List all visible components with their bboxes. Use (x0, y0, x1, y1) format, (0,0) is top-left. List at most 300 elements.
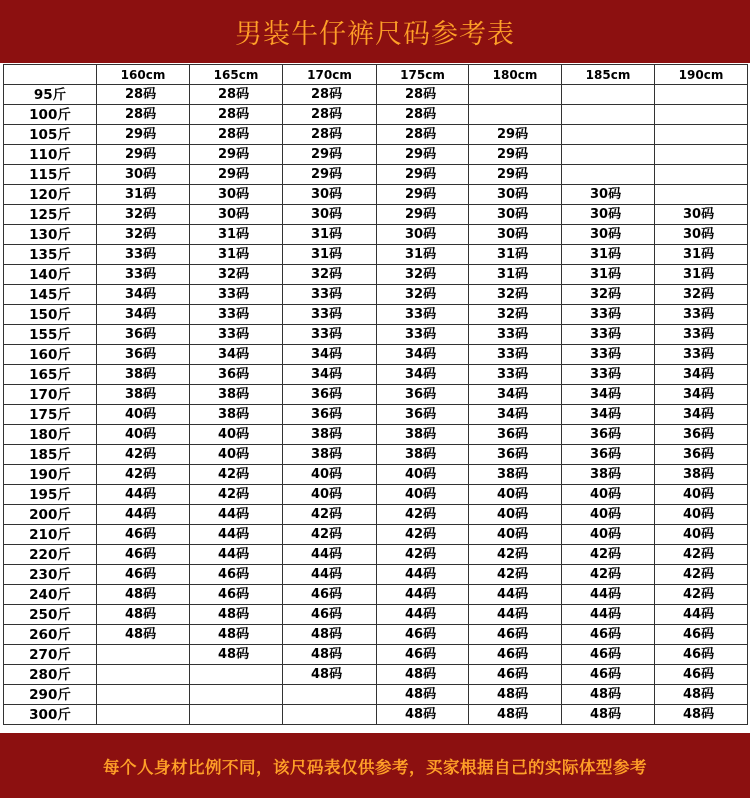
size-cell: 34码 (283, 365, 377, 385)
size-cell: 34码 (190, 345, 283, 365)
weight-cell: 150斤 (4, 305, 97, 325)
size-cell: 32码 (469, 305, 562, 325)
size-cell: 46码 (469, 625, 562, 645)
size-cell: 29码 (469, 125, 562, 145)
size-cell: 48码 (562, 705, 655, 725)
weight-cell: 190斤 (4, 465, 97, 485)
table-row (4, 585, 748, 605)
table-row (4, 665, 748, 685)
size-cell: 38码 (562, 465, 655, 485)
size-cell: 29码 (283, 145, 377, 165)
size-cell: 38码 (655, 465, 748, 485)
size-cell: 31码 (655, 245, 748, 265)
size-cell: 46码 (283, 605, 377, 625)
table-row (4, 405, 748, 425)
table-row (4, 605, 748, 625)
table-row (4, 205, 748, 225)
size-cell: 40码 (562, 485, 655, 505)
table-row (4, 545, 748, 565)
table-row (4, 85, 748, 105)
table-row (4, 485, 748, 505)
height-header: 185cm (562, 65, 655, 85)
weight-cell: 125斤 (4, 205, 97, 225)
size-cell (283, 685, 377, 705)
size-cell: 32码 (190, 265, 283, 285)
weight-cell: 120斤 (4, 185, 97, 205)
size-cell: 34码 (377, 345, 469, 365)
size-cell: 32码 (97, 205, 190, 225)
size-cell: 42码 (655, 545, 748, 565)
size-cell: 42码 (377, 525, 469, 545)
size-cell: 28码 (283, 85, 377, 105)
table-row (4, 685, 748, 705)
weight-cell: 140斤 (4, 265, 97, 285)
size-cell: 33码 (190, 325, 283, 345)
table-row (4, 145, 748, 165)
size-cell: 28码 (190, 85, 283, 105)
title-banner (0, 0, 750, 63)
table-row (4, 425, 748, 445)
size-cell: 33码 (377, 305, 469, 325)
weight-cell: 220斤 (4, 545, 97, 565)
size-cell: 34码 (97, 285, 190, 305)
size-cell: 32码 (283, 265, 377, 285)
height-header: 160cm (97, 65, 190, 85)
size-cell: 42码 (97, 445, 190, 465)
size-cell: 44码 (377, 585, 469, 605)
size-cell: 40码 (97, 425, 190, 445)
size-cell: 38码 (190, 405, 283, 425)
size-cell: 31码 (190, 245, 283, 265)
corner-cell (4, 65, 97, 85)
size-cell: 46码 (377, 645, 469, 665)
size-cell: 48码 (190, 605, 283, 625)
weight-cell: 250斤 (4, 605, 97, 625)
size-cell: 31码 (562, 245, 655, 265)
size-cell: 38码 (377, 445, 469, 465)
size-cell (562, 125, 655, 145)
size-cell: 48码 (283, 665, 377, 685)
size-cell: 46码 (655, 625, 748, 645)
size-cell: 48码 (97, 605, 190, 625)
size-cell: 33码 (562, 345, 655, 365)
size-cell: 44码 (283, 545, 377, 565)
size-cell: 36码 (562, 445, 655, 465)
size-cell (190, 665, 283, 685)
size-cell: 34码 (469, 385, 562, 405)
size-cell: 29码 (97, 145, 190, 165)
size-cell (562, 105, 655, 125)
size-cell: 31码 (97, 185, 190, 205)
size-cell: 46码 (562, 665, 655, 685)
size-cell: 48码 (377, 665, 469, 685)
table-row (4, 645, 748, 665)
size-cell: 36码 (283, 405, 377, 425)
size-cell: 30码 (562, 225, 655, 245)
size-cell: 33码 (469, 325, 562, 345)
size-cell: 42码 (97, 465, 190, 485)
size-cell: 33码 (190, 285, 283, 305)
size-cell (283, 705, 377, 725)
size-cell: 33码 (283, 305, 377, 325)
size-cell: 48码 (377, 705, 469, 725)
weight-cell: 270斤 (4, 645, 97, 665)
table-row (4, 265, 748, 285)
weight-cell: 160斤 (4, 345, 97, 365)
size-cell: 38码 (469, 465, 562, 485)
size-cell: 42码 (283, 505, 377, 525)
table-row (4, 185, 748, 205)
size-cell (97, 645, 190, 665)
size-cell: 46码 (190, 565, 283, 585)
size-cell: 48码 (562, 685, 655, 705)
size-cell: 48码 (190, 625, 283, 645)
size-cell (469, 105, 562, 125)
weight-cell: 185斤 (4, 445, 97, 465)
size-cell: 33码 (655, 325, 748, 345)
table-row (4, 445, 748, 465)
size-cell: 42码 (469, 545, 562, 565)
size-cell: 31码 (377, 245, 469, 265)
size-cell: 34码 (655, 385, 748, 405)
size-cell: 34码 (97, 305, 190, 325)
size-cell: 38码 (97, 365, 190, 385)
size-cell: 44码 (283, 565, 377, 585)
size-cell: 44码 (190, 505, 283, 525)
size-cell: 33码 (655, 305, 748, 325)
table-row (4, 165, 748, 185)
size-cell: 30码 (97, 165, 190, 185)
size-cell: 33码 (377, 325, 469, 345)
size-cell: 30码 (469, 225, 562, 245)
table-row (4, 385, 748, 405)
size-cell: 30码 (469, 205, 562, 225)
size-cell: 44码 (469, 585, 562, 605)
table-row (4, 245, 748, 265)
size-cell: 31码 (283, 225, 377, 245)
size-cell: 48码 (190, 645, 283, 665)
size-cell: 34码 (377, 365, 469, 385)
size-cell: 48码 (97, 625, 190, 645)
size-cell: 42码 (190, 465, 283, 485)
size-cell: 42码 (377, 505, 469, 525)
size-cell: 46码 (655, 665, 748, 685)
size-cell: 40码 (283, 465, 377, 485)
size-cell: 32码 (655, 285, 748, 305)
size-cell: 28码 (97, 105, 190, 125)
size-cell: 48码 (283, 645, 377, 665)
size-cell: 30码 (469, 185, 562, 205)
weight-cell: 175斤 (4, 405, 97, 425)
size-cell: 44码 (655, 605, 748, 625)
weight-cell: 200斤 (4, 505, 97, 525)
size-cell: 33码 (283, 325, 377, 345)
size-cell: 40码 (97, 405, 190, 425)
size-cell: 28码 (190, 125, 283, 145)
table-row (4, 465, 748, 485)
size-cell (469, 85, 562, 105)
height-header: 190cm (655, 65, 748, 85)
size-cell: 46码 (377, 625, 469, 645)
weight-cell: 165斤 (4, 365, 97, 385)
size-cell: 48码 (469, 685, 562, 705)
size-cell: 33码 (562, 305, 655, 325)
weight-cell: 155斤 (4, 325, 97, 345)
size-cell: 48码 (469, 705, 562, 725)
size-cell: 32码 (562, 285, 655, 305)
size-cell: 38码 (190, 385, 283, 405)
table-row (4, 325, 748, 345)
size-cell: 44码 (377, 605, 469, 625)
size-cell: 40码 (469, 525, 562, 545)
size-cell: 34码 (562, 405, 655, 425)
size-cell: 44码 (97, 505, 190, 525)
size-cell (562, 165, 655, 185)
size-cell: 28码 (377, 125, 469, 145)
size-cell: 40码 (283, 485, 377, 505)
size-cell: 36码 (562, 425, 655, 445)
size-cell: 29码 (377, 145, 469, 165)
size-cell: 30码 (377, 225, 469, 245)
size-cell: 36码 (97, 325, 190, 345)
size-cell: 28码 (283, 125, 377, 145)
size-cell: 32码 (377, 265, 469, 285)
size-cell: 40码 (562, 525, 655, 545)
size-cell: 36码 (377, 385, 469, 405)
size-cell (655, 185, 748, 205)
size-cell: 34码 (655, 405, 748, 425)
height-header: 175cm (377, 65, 469, 85)
height-header: 180cm (469, 65, 562, 85)
size-cell (97, 665, 190, 685)
size-cell: 38码 (283, 425, 377, 445)
weight-cell: 240斤 (4, 585, 97, 605)
size-cell: 42码 (377, 545, 469, 565)
height-header: 170cm (283, 65, 377, 85)
size-cell: 36码 (97, 345, 190, 365)
table-row (4, 105, 748, 125)
size-cell (655, 125, 748, 145)
size-cell (655, 85, 748, 105)
size-cell: 48码 (97, 585, 190, 605)
size-cell: 33码 (97, 245, 190, 265)
size-cell: 42码 (655, 565, 748, 585)
size-cell: 29码 (377, 205, 469, 225)
size-cell: 33码 (97, 265, 190, 285)
weight-cell: 260斤 (4, 625, 97, 645)
size-cell: 40码 (655, 505, 748, 525)
size-cell: 28码 (190, 105, 283, 125)
size-cell: 29码 (190, 145, 283, 165)
size-cell: 38码 (97, 385, 190, 405)
size-cell: 46码 (97, 565, 190, 585)
size-cell: 33码 (655, 345, 748, 365)
size-cell: 32码 (469, 285, 562, 305)
size-cell (190, 705, 283, 725)
table-row (4, 285, 748, 305)
size-cell: 30码 (190, 205, 283, 225)
size-cell: 30码 (283, 185, 377, 205)
size-cell: 48码 (655, 705, 748, 725)
size-cell: 33码 (562, 365, 655, 385)
size-cell: 36码 (469, 425, 562, 445)
size-cell (655, 145, 748, 165)
size-cell: 42码 (655, 585, 748, 605)
table-row (4, 345, 748, 365)
size-cell: 28码 (377, 85, 469, 105)
size-cell: 36码 (655, 445, 748, 465)
size-cell: 29码 (469, 165, 562, 185)
size-cell: 44码 (190, 545, 283, 565)
size-cell: 31码 (469, 245, 562, 265)
size-cell: 31码 (562, 265, 655, 285)
size-cell: 29码 (283, 165, 377, 185)
size-cell: 36码 (469, 445, 562, 465)
size-cell: 44码 (190, 525, 283, 545)
size-cell: 34码 (469, 405, 562, 425)
size-cell: 46码 (97, 545, 190, 565)
weight-cell: 135斤 (4, 245, 97, 265)
size-cell: 40码 (190, 425, 283, 445)
size-cell: 46码 (469, 665, 562, 685)
size-cell: 33码 (283, 285, 377, 305)
size-cell: 46码 (562, 625, 655, 645)
size-cell: 31码 (469, 265, 562, 285)
size-cell: 38码 (283, 445, 377, 465)
weight-cell: 100斤 (4, 105, 97, 125)
size-cell: 30码 (655, 205, 748, 225)
size-cell: 46码 (562, 645, 655, 665)
weight-cell: 180斤 (4, 425, 97, 445)
size-cell: 34码 (283, 345, 377, 365)
size-cell: 44码 (97, 485, 190, 505)
size-cell: 40码 (562, 505, 655, 525)
weight-cell: 300斤 (4, 705, 97, 725)
table-row (4, 505, 748, 525)
weight-cell: 280斤 (4, 665, 97, 685)
size-cell: 29码 (377, 165, 469, 185)
size-cell: 33码 (190, 305, 283, 325)
size-cell: 40码 (655, 525, 748, 545)
size-cell: 40码 (655, 485, 748, 505)
table-row (4, 705, 748, 725)
size-cell: 46码 (97, 525, 190, 545)
size-cell: 46码 (283, 585, 377, 605)
weight-cell: 170斤 (4, 385, 97, 405)
size-cell: 33码 (562, 325, 655, 345)
size-cell: 48码 (655, 685, 748, 705)
size-cell: 40码 (469, 505, 562, 525)
size-cell: 34码 (655, 365, 748, 385)
size-cell: 33码 (469, 365, 562, 385)
weight-cell: 290斤 (4, 685, 97, 705)
size-cell: 40码 (190, 445, 283, 465)
footer-banner (0, 733, 750, 798)
size-cell: 44码 (377, 565, 469, 585)
size-cell: 29码 (377, 185, 469, 205)
size-cell: 29码 (469, 145, 562, 165)
weight-cell: 130斤 (4, 225, 97, 245)
weight-cell: 210斤 (4, 525, 97, 545)
weight-cell: 195斤 (4, 485, 97, 505)
size-cell: 31码 (190, 225, 283, 245)
size-cell: 30码 (190, 185, 283, 205)
size-cell: 34码 (562, 385, 655, 405)
table-row (4, 365, 748, 385)
size-cell: 29码 (97, 125, 190, 145)
size-cell (190, 685, 283, 705)
size-cell: 48码 (377, 685, 469, 705)
footer-note: 每个人身材比例不同，该尺码表仅供参考，买家根据自己的实际体型参考 (103, 757, 647, 777)
table-row (4, 525, 748, 545)
weight-cell: 145斤 (4, 285, 97, 305)
table-row (4, 225, 748, 245)
size-cell (655, 105, 748, 125)
size-cell: 40码 (377, 465, 469, 485)
size-cell: 44码 (469, 605, 562, 625)
size-cell: 44码 (562, 605, 655, 625)
size-cell: 28码 (377, 105, 469, 125)
size-cell: 42码 (562, 565, 655, 585)
size-cell: 32码 (377, 285, 469, 305)
size-cell: 46码 (469, 645, 562, 665)
table-row (4, 305, 748, 325)
page-title: 男装牛仔裤尺码参考表 (235, 19, 515, 50)
size-cell: 36码 (283, 385, 377, 405)
size-cell: 42码 (469, 565, 562, 585)
size-cell: 29码 (190, 165, 283, 185)
size-cell: 28码 (97, 85, 190, 105)
size-cell (655, 165, 748, 185)
header-row (4, 65, 748, 85)
weight-cell: 105斤 (4, 125, 97, 145)
size-cell: 42码 (283, 525, 377, 545)
size-cell: 31码 (655, 265, 748, 285)
size-cell: 48码 (283, 625, 377, 645)
weight-cell: 230斤 (4, 565, 97, 585)
size-cell: 30码 (562, 205, 655, 225)
weight-cell: 115斤 (4, 165, 97, 185)
size-cell: 42码 (562, 545, 655, 565)
size-cell: 33码 (469, 345, 562, 365)
size-cell: 31码 (283, 245, 377, 265)
size-cell: 38码 (377, 425, 469, 445)
weight-cell: 95斤 (4, 85, 97, 105)
size-cell: 30码 (562, 185, 655, 205)
size-cell (97, 705, 190, 725)
table-body (4, 85, 748, 725)
size-cell: 30码 (655, 225, 748, 245)
size-cell: 44码 (562, 585, 655, 605)
size-cell: 30码 (283, 205, 377, 225)
size-cell: 36码 (190, 365, 283, 385)
size-cell: 46码 (190, 585, 283, 605)
table-row (4, 625, 748, 645)
size-cell: 42码 (190, 485, 283, 505)
size-table (3, 64, 748, 725)
size-cell: 36码 (655, 425, 748, 445)
height-header: 165cm (190, 65, 283, 85)
size-cell: 32码 (97, 225, 190, 245)
size-cell: 46码 (655, 645, 748, 665)
table-row (4, 565, 748, 585)
size-cell: 40码 (469, 485, 562, 505)
size-cell: 36码 (377, 405, 469, 425)
size-cell: 40码 (377, 485, 469, 505)
size-cell (562, 145, 655, 165)
weight-cell: 110斤 (4, 145, 97, 165)
size-cell (562, 85, 655, 105)
